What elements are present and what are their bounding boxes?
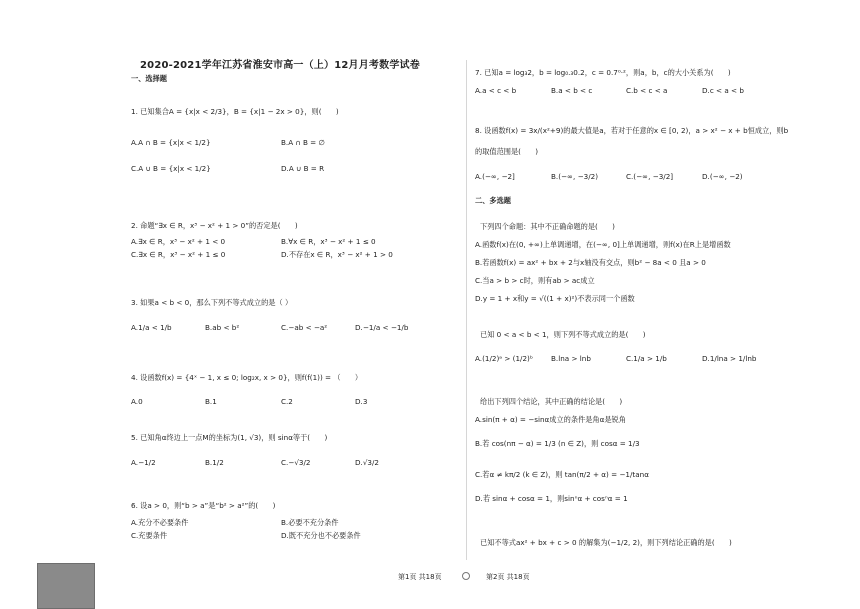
- m2-option-b: B.lna > lnb: [551, 354, 591, 363]
- question-8-continued: 的取值范围是( ): [475, 147, 539, 156]
- q5-option-b: B.1/2: [205, 458, 224, 467]
- question-7: 7. 已知a = log₃2，b = log₀.₃0.2，c = 0.7⁰·²，则a，b，c的大小关系为( ): [475, 68, 731, 77]
- m3-option-c: C.若α ≠ kπ/2 (k ∈ Z)，则 tan(π/2 + α) = −1/tanα: [475, 470, 649, 479]
- m1-option-a: A.函数f(x)在(0, +∞)上单调递增，在(−∞, 0]上单调递增，则f(x)在R上是增函数: [475, 240, 731, 249]
- multi-question-2: 已知 0 < a < b < 1，则下列不等式成立的是( ): [480, 330, 646, 339]
- q1-option-b: B.A ∩ B = ∅: [281, 138, 325, 147]
- m3-option-b: B.若 cos(nπ − α) = 1/3 (n ∈ Z)，则 cosα = 1/3: [475, 439, 640, 448]
- m2-option-c: C.1/a > 1/b: [626, 354, 667, 363]
- q8-option-c: C.(−∞, −3/2]: [626, 172, 674, 181]
- section-heading-multiple: 二、多选题: [475, 196, 511, 205]
- q6-option-b: B.必要不充分条件: [281, 518, 339, 527]
- q1-option-a: A.A ∩ B = {x|x < 1/2}: [131, 138, 211, 147]
- q3-option-d: D.−1/a < −1/b: [355, 323, 409, 332]
- multi-question-4: 已知不等式ax² + bx + c > 0 的解集为(−1/2, 2)，则下列结论正确的是( ): [480, 538, 732, 547]
- section-heading-choice: 一、选择题: [131, 74, 167, 83]
- q4-option-d: D.3: [355, 397, 368, 406]
- q3-option-a: A.1/a < 1/b: [131, 323, 172, 332]
- q5-option-c: C.−√3/2: [281, 458, 311, 467]
- page-divider: [466, 60, 467, 560]
- m1-option-c: C.当a > b > c时，则有ab > ac成立: [475, 276, 595, 285]
- q7-option-a: A.a < c < b: [475, 86, 517, 95]
- q4-option-b: B.1: [205, 397, 217, 406]
- multi-question-3: 给出下列四个结论，其中正确的结论是( ): [480, 397, 623, 406]
- question-6: 6. 设a > 0，则“b > a”是“b² > a²”的( ): [131, 501, 276, 510]
- m2-option-a: A.(1/2)ᵃ > (1/2)ᵇ: [475, 354, 533, 363]
- m1-option-b: B.若函数f(x) = ax² + bx + 2与x轴没有交点，则b² − 8a < 0 且a > 0: [475, 258, 706, 267]
- q6-option-c: C.充要条件: [131, 531, 168, 540]
- question-5: 5. 已知角α终边上一点M的坐标为(1, √3)，则 sinα等于( ): [131, 433, 328, 442]
- q4-option-a: A.0: [131, 397, 143, 406]
- thumbnail-image: [37, 563, 95, 609]
- q3-option-b: B.ab < b²: [205, 323, 240, 332]
- multi-question-1: 下列四个命题：其中不正确命题的是( ): [480, 222, 615, 231]
- q4-option-c: C.2: [281, 397, 293, 406]
- q7-option-d: D.c < a < b: [702, 86, 744, 95]
- question-2: 2. 命题“∃x ∈ R，x³ − x² + 1 > 0”的否定是( ): [131, 221, 298, 230]
- q7-option-c: C.b < c < a: [626, 86, 668, 95]
- page-number-right: 第2页 共18页: [486, 573, 530, 581]
- m1-option-d: D.y = 1 + x和y = √((1 + x)²)不表示同一个函数: [475, 294, 635, 303]
- q7-option-b: B.a < b < c: [551, 86, 593, 95]
- q5-option-a: A.−1/2: [131, 458, 156, 467]
- q3-option-c: C.−ab < −a²: [281, 323, 328, 332]
- question-1: 1. 已知集合A = {x|x < 2/3}，B = {x|1 − 2x > 0}，则( ): [131, 107, 339, 116]
- m3-option-a: A.sin(π + α) = −sinα成立的条件是角α是锐角: [475, 415, 626, 424]
- q8-option-d: D.(−∞, −2): [702, 172, 743, 181]
- q6-option-a: A.充分不必要条件: [131, 518, 189, 527]
- m3-option-d: D.若 sinα + cosα = 1，则sinⁿα + cosⁿα = 1: [475, 494, 628, 503]
- q5-option-d: D.√3/2: [355, 458, 379, 467]
- q2-option-b: B.∀x ∈ R，x³ − x² + 1 ≤ 0: [281, 237, 376, 246]
- q2-option-d: D.不存在x ∈ R，x³ − x² + 1 > 0: [281, 250, 393, 259]
- q6-option-d: D.既不充分也不必要条件: [281, 531, 361, 540]
- q8-option-a: A.(−∞, −2]: [475, 172, 515, 181]
- q2-option-c: C.∃x ∈ R，x³ − x² + 1 ≤ 0: [131, 250, 226, 259]
- question-4: 4. 设函数f(x) = {4ˣ − 1, x ≤ 0; log₂x, x > 0}，则f(f(1)) = （ ）: [131, 373, 363, 382]
- question-3: 3. 如果a < b < 0，那么下列不等式成立的是（ ）: [131, 298, 293, 307]
- m2-option-d: D.1/lna > 1/lnb: [702, 354, 757, 363]
- page-number-left: 第1页 共18页: [398, 573, 442, 581]
- q1-option-c: C.A ∪ B = {x|x < 1/2}: [131, 164, 211, 173]
- q2-option-a: A.∃x ∈ R，x³ − x² + 1 < 0: [131, 237, 226, 246]
- page-title: 2020-2021学年江苏省淮安市高一（上）12月月考数学试卷: [140, 60, 420, 71]
- page-separator-icon: [462, 572, 470, 580]
- q1-option-d: D.A ∪ B = R: [281, 164, 325, 173]
- q8-option-b: B.(−∞, −3/2): [551, 172, 598, 181]
- question-8: 8. 设函数f(x) = 3x/(x²+9)的最大值是a，若对于任意的x ∈ [0, 2)，a > x² − x + b恒成立，则b: [475, 126, 789, 135]
